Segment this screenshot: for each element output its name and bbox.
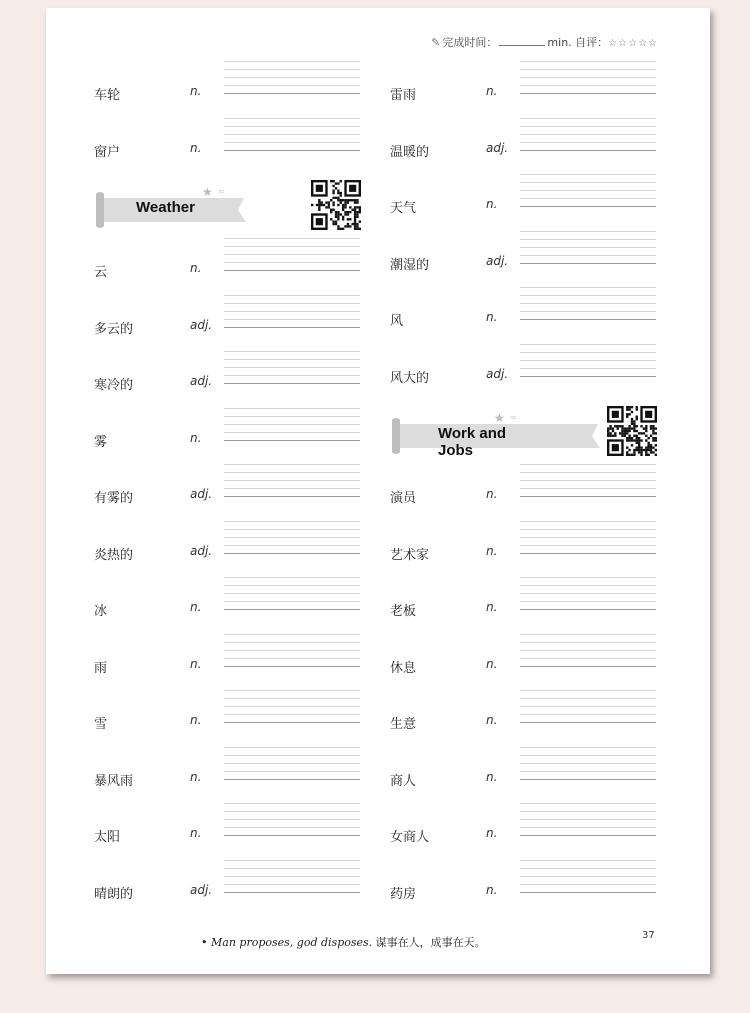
vocab-word: 药房 (390, 886, 417, 902)
writing-line[interactable] (520, 70, 656, 78)
vocab-word: 雪 (94, 717, 108, 732)
writing-line[interactable] (520, 586, 656, 594)
writing-line[interactable] (224, 885, 360, 893)
writing-line[interactable] (520, 232, 656, 240)
writing-line[interactable] (224, 538, 360, 546)
writing-lines[interactable] (520, 683, 656, 719)
writing-line[interactable] (520, 699, 656, 707)
writing-line[interactable] (520, 304, 656, 312)
vocab-word: 风大的 (390, 370, 430, 386)
writing-line[interactable] (520, 578, 656, 586)
writing-line[interactable] (520, 256, 656, 264)
writing-lines[interactable] (224, 288, 360, 324)
writing-line[interactable] (520, 183, 656, 191)
writing-line[interactable] (520, 715, 656, 723)
vocab-word: 老板 (390, 604, 417, 619)
weather-banner (94, 186, 244, 226)
writing-lines[interactable] (520, 167, 656, 203)
writing-line[interactable] (520, 538, 656, 546)
part-of-speech: n. (190, 656, 202, 671)
part-of-speech: n. (190, 140, 202, 155)
writing-line[interactable] (224, 247, 360, 255)
writing-lines[interactable] (224, 853, 360, 889)
qr-code-icon[interactable] (607, 406, 657, 456)
writing-line[interactable] (224, 707, 360, 715)
writing-line[interactable] (224, 127, 360, 135)
writing-line[interactable] (520, 86, 656, 94)
writing-line[interactable] (224, 828, 360, 836)
writing-line[interactable] (520, 651, 656, 659)
writing-line[interactable] (224, 578, 360, 586)
vocab-word: 休息 (390, 660, 417, 676)
vocab-word: 雨 (94, 660, 108, 676)
writing-line[interactable] (520, 861, 656, 869)
part-of-speech: n. (486, 197, 498, 211)
vocab-word: 雾 (94, 434, 108, 450)
writing-line[interactable] (224, 756, 360, 764)
writing-lines[interactable] (224, 344, 360, 380)
writing-line[interactable] (520, 288, 656, 296)
writing-line[interactable] (224, 812, 360, 820)
writing-line[interactable] (520, 175, 656, 183)
vocab-word: 暴风雨 (94, 773, 134, 789)
writing-lines[interactable] (224, 54, 360, 90)
vocab-word: 温暖的 (390, 144, 430, 160)
svg-text:≈: ≈ (218, 187, 225, 196)
writing-line[interactable] (224, 627, 360, 635)
vocab-row (94, 875, 394, 931)
writing-line[interactable] (224, 796, 360, 804)
writing-line[interactable] (224, 699, 360, 707)
writing-line[interactable] (520, 191, 656, 199)
time-unit: min. (547, 36, 572, 49)
bullet: • (201, 936, 208, 949)
part-of-speech: n. (486, 713, 498, 727)
vocab-word: 多云的 (94, 321, 134, 337)
writing-line[interactable] (224, 586, 360, 594)
writing-line[interactable] (520, 877, 656, 885)
vocab-row (390, 875, 690, 931)
writing-line[interactable] (520, 143, 656, 151)
weather-title: Weather (136, 199, 195, 216)
writing-lines[interactable] (224, 570, 360, 606)
part-of-speech: n. (486, 487, 498, 501)
part-of-speech: n. (486, 882, 498, 897)
writing-lines[interactable] (520, 457, 656, 493)
part-of-speech: n. (190, 600, 202, 614)
writing-line[interactable] (224, 425, 360, 433)
writing-line[interactable] (224, 263, 360, 271)
writing-line[interactable] (224, 111, 360, 119)
writing-line[interactable] (224, 804, 360, 812)
writing-lines[interactable] (520, 514, 656, 550)
writing-lines[interactable] (224, 231, 360, 267)
part-of-speech: n. (190, 826, 202, 840)
vocab-word: 女商人 (390, 830, 430, 845)
pencil-icon: ✎ (431, 36, 441, 49)
writing-line[interactable] (224, 465, 360, 473)
writing-line[interactable] (520, 707, 656, 715)
vocab-word: 艺术家 (390, 547, 430, 563)
writing-line[interactable] (224, 344, 360, 352)
writing-line[interactable] (520, 885, 656, 893)
writing-line[interactable] (520, 659, 656, 667)
writing-line[interactable] (520, 489, 656, 497)
writing-line[interactable] (224, 320, 360, 328)
writing-line[interactable] (224, 481, 360, 489)
vocab-word: 炎热的 (94, 547, 134, 563)
part-of-speech: n. (190, 84, 202, 98)
writing-line[interactable] (520, 691, 656, 699)
writing-line[interactable] (224, 255, 360, 263)
writing-line[interactable] (224, 296, 360, 304)
writing-line[interactable] (520, 78, 656, 86)
writing-line[interactable] (520, 820, 656, 828)
writing-line[interactable] (520, 530, 656, 538)
writing-line[interactable] (224, 288, 360, 296)
writing-line[interactable] (224, 772, 360, 780)
writing-line[interactable] (520, 570, 656, 578)
writing-line[interactable] (520, 167, 656, 175)
writing-line[interactable] (520, 756, 656, 764)
writing-line[interactable] (224, 635, 360, 643)
part-of-speech: n. (190, 430, 202, 445)
writing-lines[interactable] (520, 54, 656, 90)
writing-line[interactable] (520, 224, 656, 232)
writing-line[interactable] (520, 869, 656, 877)
writing-line[interactable] (520, 353, 656, 361)
writing-line[interactable] (520, 796, 656, 804)
writing-lines[interactable] (520, 853, 656, 889)
workbook-page (46, 8, 710, 974)
writing-line[interactable] (520, 804, 656, 812)
writing-line[interactable] (224, 409, 360, 417)
writing-line[interactable] (224, 602, 360, 610)
writing-line[interactable] (224, 119, 360, 127)
writing-line[interactable] (224, 764, 360, 772)
writing-line[interactable] (224, 401, 360, 409)
proverb-chinese: 谋事在人，成事在天。 (375, 936, 486, 949)
writing-line[interactable] (224, 522, 360, 530)
part-of-speech: adj. (190, 317, 213, 332)
writing-line[interactable] (224, 489, 360, 497)
writing-line[interactable] (520, 812, 656, 820)
writing-line[interactable] (224, 70, 360, 78)
part-of-speech: n. (486, 543, 498, 558)
writing-line[interactable] (224, 143, 360, 151)
writing-line[interactable] (224, 368, 360, 376)
rating-stars[interactable]: ☆☆☆☆☆ (608, 38, 658, 49)
writing-line[interactable] (224, 643, 360, 651)
writing-line[interactable] (224, 740, 360, 748)
part-of-speech: n. (190, 769, 202, 784)
part-of-speech: adj. (190, 374, 213, 388)
time-blank[interactable] (499, 45, 545, 46)
writing-lines[interactable] (224, 401, 360, 437)
writing-line[interactable] (520, 635, 656, 643)
writing-line[interactable] (224, 304, 360, 312)
writing-line[interactable] (224, 820, 360, 828)
writing-line[interactable] (520, 740, 656, 748)
writing-line[interactable] (224, 594, 360, 602)
writing-line[interactable] (520, 248, 656, 256)
writing-line[interactable] (520, 764, 656, 772)
vocab-word: 潮湿的 (390, 257, 430, 273)
part-of-speech: n. (486, 84, 498, 98)
writing-line[interactable] (520, 602, 656, 610)
vocab-word: 风 (390, 314, 404, 329)
writing-line[interactable] (520, 514, 656, 522)
writing-line[interactable] (520, 312, 656, 320)
writing-lines[interactable] (520, 627, 656, 663)
proverb-footer (201, 934, 486, 950)
vocab-word: 寒冷的 (94, 378, 134, 393)
writing-line[interactable] (520, 62, 656, 70)
writing-lines[interactable] (224, 740, 360, 776)
vocab-word: 云 (94, 265, 108, 280)
part-of-speech: adj. (486, 140, 509, 155)
part-of-speech: n. (486, 656, 498, 671)
self-eval-label: 自评： (575, 36, 609, 49)
svg-text:≈: ≈ (510, 413, 517, 422)
writing-line[interactable] (520, 135, 656, 143)
writing-line[interactable] (224, 376, 360, 384)
writing-line[interactable] (520, 522, 656, 530)
part-of-speech: adj. (190, 487, 213, 501)
writing-line[interactable] (520, 627, 656, 635)
writing-line[interactable] (224, 861, 360, 869)
writing-lines[interactable] (520, 337, 656, 373)
part-of-speech: n. (486, 769, 498, 784)
writing-line[interactable] (224, 530, 360, 538)
writing-line[interactable] (224, 312, 360, 320)
writing-line[interactable] (520, 240, 656, 248)
writing-line[interactable] (520, 546, 656, 554)
writing-lines[interactable] (224, 627, 360, 663)
writing-line[interactable] (520, 853, 656, 861)
writing-line[interactable] (520, 465, 656, 473)
vocab-word: 冰 (94, 604, 108, 619)
writing-line[interactable] (224, 54, 360, 62)
writing-lines[interactable] (224, 683, 360, 719)
writing-line[interactable] (520, 828, 656, 836)
writing-line[interactable] (520, 683, 656, 691)
part-of-speech: n. (486, 310, 498, 324)
vocab-word: 有雾的 (94, 491, 134, 506)
part-of-speech: adj. (190, 543, 213, 558)
part-of-speech: adj. (190, 882, 213, 897)
vocab-word: 演员 (390, 491, 417, 506)
vocab-word: 生意 (390, 717, 417, 732)
writing-lines[interactable] (520, 280, 656, 316)
writing-line[interactable] (224, 433, 360, 441)
writing-line[interactable] (224, 651, 360, 659)
writing-line[interactable] (520, 772, 656, 780)
writing-line[interactable] (224, 570, 360, 578)
proverb-english: Man proposes, god disposes. (211, 936, 373, 949)
part-of-speech: adj. (486, 366, 509, 381)
writing-line[interactable] (224, 360, 360, 368)
writing-line[interactable] (520, 473, 656, 481)
writing-line[interactable] (520, 345, 656, 353)
writing-line[interactable] (224, 86, 360, 94)
vocab-word: 天气 (390, 201, 417, 216)
writing-line[interactable] (224, 473, 360, 481)
part-of-speech: n. (190, 261, 202, 275)
vocab-word: 商人 (390, 773, 417, 789)
writing-line[interactable] (224, 62, 360, 70)
svg-text:★: ★ (494, 412, 505, 425)
writing-line[interactable] (520, 199, 656, 207)
writing-line[interactable] (224, 78, 360, 86)
writing-line[interactable] (224, 457, 360, 465)
writing-line[interactable] (520, 54, 656, 62)
writing-lines[interactable] (224, 514, 360, 550)
vocab-word: 车轮 (94, 88, 121, 103)
writing-line[interactable] (520, 481, 656, 489)
writing-line[interactable] (520, 643, 656, 651)
writing-line[interactable] (224, 514, 360, 522)
work-banner (390, 412, 540, 459)
part-of-speech: n. (190, 713, 202, 727)
writing-line[interactable] (224, 877, 360, 885)
writing-line[interactable] (520, 361, 656, 369)
writing-lines[interactable] (520, 224, 656, 260)
writing-line[interactable] (520, 119, 656, 127)
writing-lines[interactable] (520, 111, 656, 147)
svg-text:★: ★ (202, 186, 213, 199)
writing-line[interactable] (520, 369, 656, 377)
writing-line[interactable] (224, 417, 360, 425)
writing-lines[interactable] (520, 570, 656, 606)
writing-line[interactable] (224, 853, 360, 861)
completion-header (431, 34, 658, 50)
writing-line[interactable] (224, 715, 360, 723)
writing-line[interactable] (224, 352, 360, 360)
qr-code-icon[interactable] (311, 180, 361, 230)
writing-lines[interactable] (520, 740, 656, 776)
writing-line[interactable] (224, 659, 360, 667)
writing-line[interactable] (224, 546, 360, 554)
writing-line[interactable] (224, 683, 360, 691)
writing-line[interactable] (520, 127, 656, 135)
part-of-speech: n. (486, 826, 498, 840)
part-of-speech: n. (486, 600, 498, 614)
writing-line[interactable] (224, 869, 360, 877)
writing-line[interactable] (520, 337, 656, 345)
work-title: Work and Jobs (438, 425, 507, 459)
vocab-word: 晴朗的 (94, 886, 134, 902)
writing-lines[interactable] (224, 796, 360, 832)
writing-line[interactable] (520, 111, 656, 119)
writing-line[interactable] (224, 135, 360, 143)
writing-line[interactable] (520, 296, 656, 304)
vocab-word: 窗户 (94, 144, 121, 160)
vocab-word: 太阳 (94, 830, 121, 845)
writing-line[interactable] (520, 280, 656, 288)
completion-time-label: 完成时间： (442, 36, 498, 49)
writing-line[interactable] (224, 231, 360, 239)
vocab-word: 雷雨 (390, 88, 417, 103)
writing-line[interactable] (224, 691, 360, 699)
writing-line[interactable] (520, 457, 656, 465)
writing-line[interactable] (520, 594, 656, 602)
writing-lines[interactable] (224, 111, 360, 147)
part-of-speech: adj. (486, 253, 509, 268)
writing-lines[interactable] (520, 796, 656, 832)
page-number: 37 (642, 930, 655, 941)
writing-line[interactable] (520, 748, 656, 756)
writing-line[interactable] (224, 748, 360, 756)
writing-lines[interactable] (224, 457, 360, 493)
writing-line[interactable] (224, 239, 360, 247)
